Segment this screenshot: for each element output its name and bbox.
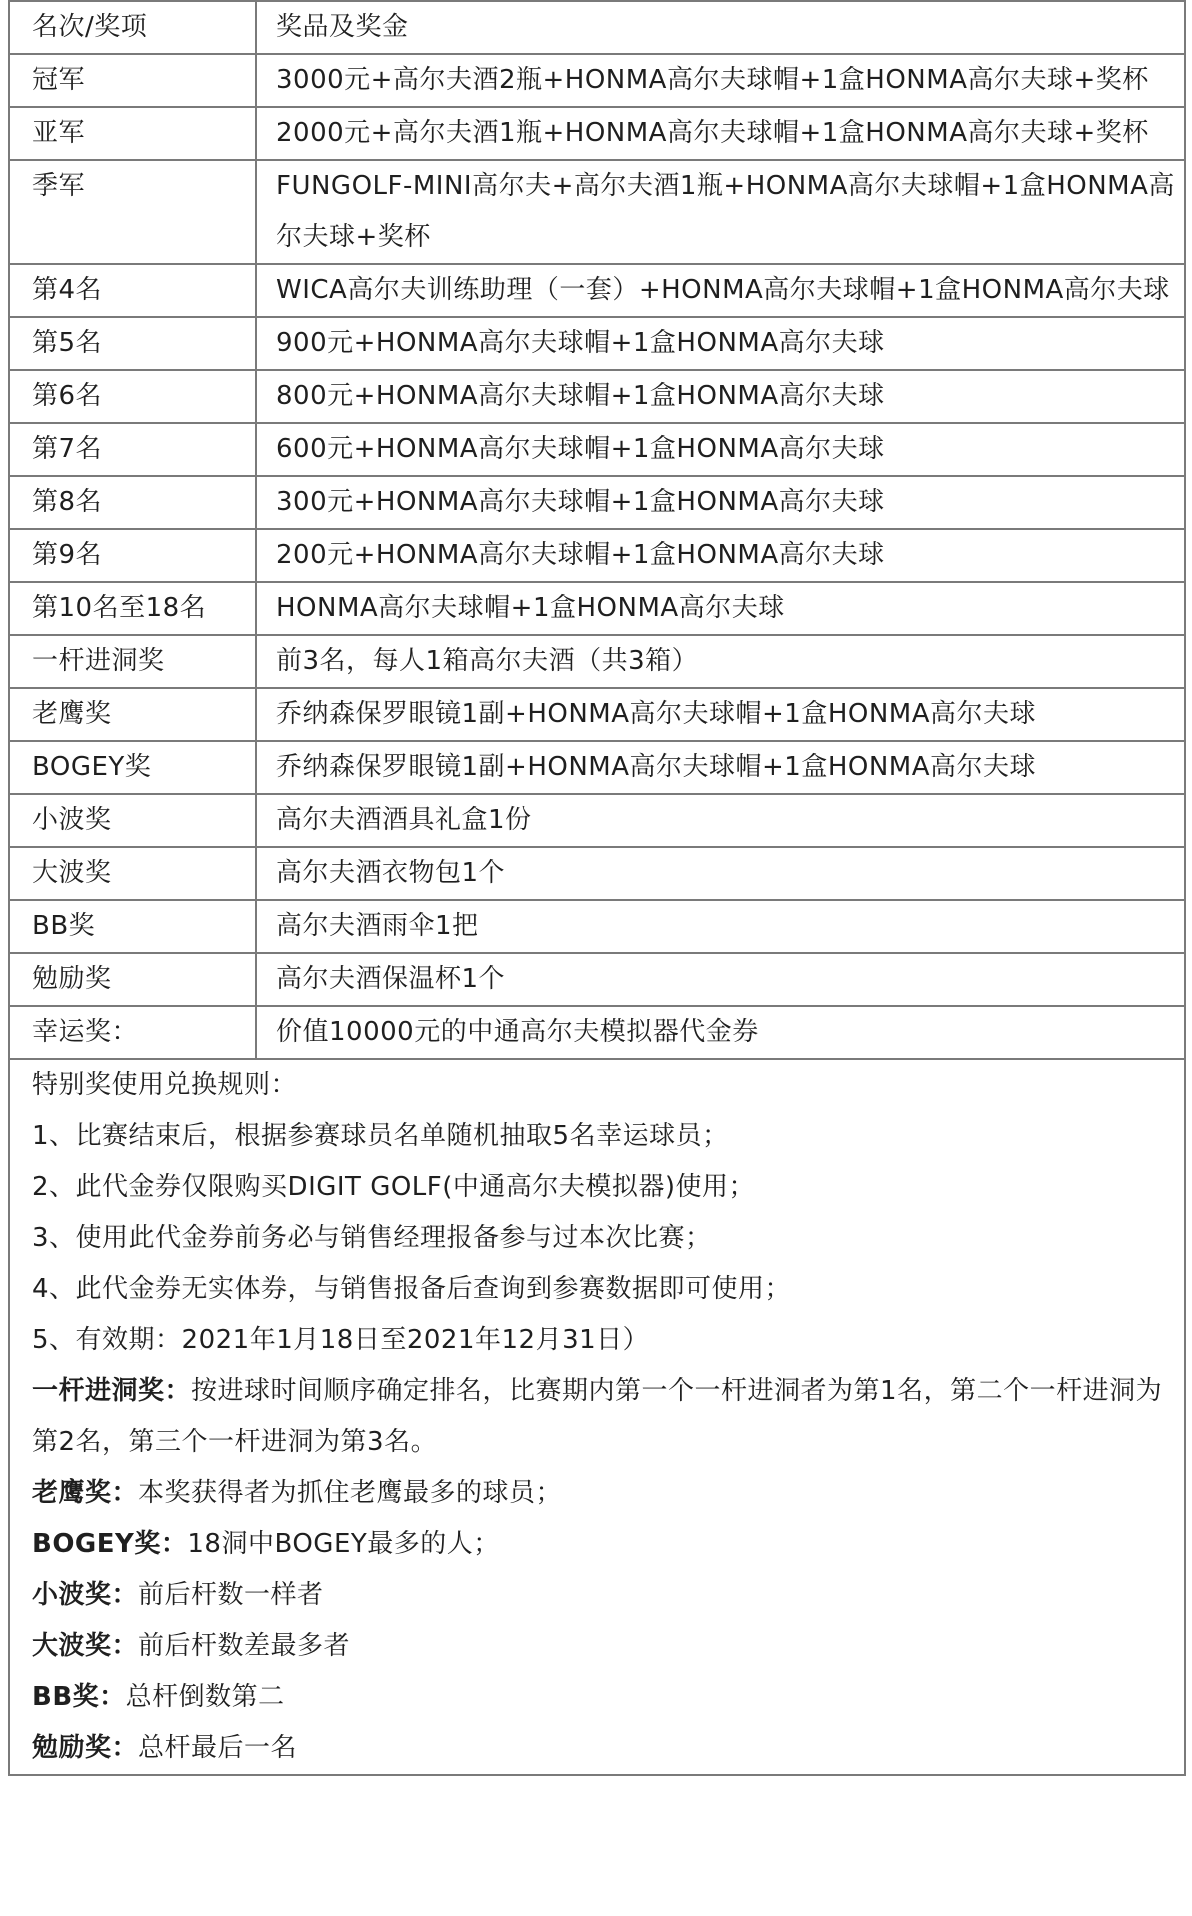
place-cell: 幸运奖： xyxy=(9,1006,256,1059)
definition-term: 大波奖 xyxy=(32,1631,112,1661)
place-cell: 第7名 xyxy=(9,423,256,476)
place-cell: 亚军 xyxy=(9,107,256,160)
table-row xyxy=(9,582,1185,635)
table-row xyxy=(9,370,1185,423)
place-cell: 第8名 xyxy=(9,476,256,529)
table-row xyxy=(9,54,1185,107)
definition-separator: ： xyxy=(160,1529,188,1559)
prize-cell: WICA高尔夫训练助理（一套）+HONMA高尔夫球帽+1盒HONMA高尔夫球 xyxy=(256,264,1185,317)
table-row xyxy=(9,794,1185,847)
table-row xyxy=(9,741,1185,794)
definition-item xyxy=(32,1621,1170,1672)
table-row xyxy=(9,688,1185,741)
definition-desc: 总杆最后一名 xyxy=(138,1733,298,1763)
definition-separator: ： xyxy=(99,1682,126,1712)
definition-separator: ： xyxy=(111,1478,139,1508)
rule-item: 4、此代金券无实体券，与销售报备后查询到参赛数据即可使用； xyxy=(32,1274,792,1304)
definition-term: 一杆进洞奖 xyxy=(32,1376,165,1406)
definition-separator: ： xyxy=(111,1631,139,1661)
definition-desc: 前后杆数差最多者 xyxy=(138,1631,351,1661)
prize-cell: 200元+HONMA高尔夫球帽+1盒HONMA高尔夫球 xyxy=(256,529,1185,582)
place-cell: 第6名 xyxy=(9,370,256,423)
prize-cell: 3000元+高尔夫酒2瓶+HONMA高尔夫球帽+1盒HONMA高尔夫球+奖杯 xyxy=(256,54,1185,107)
definition-desc: 总杆倒数第二 xyxy=(125,1682,285,1712)
definition-separator: ： xyxy=(111,1580,139,1610)
prize-cell: FUNGOLF-MINI高尔夫+高尔夫酒1瓶+HONMA高尔夫球帽+1盒HONMA高尔夫球+奖杯 xyxy=(256,160,1185,264)
place-cell: 老鹰奖 xyxy=(9,688,256,741)
definition-term: 小波奖 xyxy=(32,1580,112,1610)
table-row xyxy=(9,160,1185,264)
rules-list xyxy=(32,1111,1170,1366)
prize-cell: 高尔夫酒雨伞1把 xyxy=(256,900,1185,953)
table-row xyxy=(9,264,1185,317)
table-row xyxy=(9,107,1185,160)
rule-item: 1、比赛结束后，根据参赛球员名单随机抽取5名幸运球员； xyxy=(32,1121,729,1151)
definition-item xyxy=(32,1570,1170,1621)
table-row xyxy=(9,847,1185,900)
table-row xyxy=(9,476,1185,529)
award-definitions xyxy=(32,1366,1170,1774)
rules-cell xyxy=(9,1059,1185,1775)
prize-cell: 高尔夫酒保温杯1个 xyxy=(256,953,1185,1006)
definition-separator: ： xyxy=(164,1376,192,1406)
prize-cell: 600元+HONMA高尔夫球帽+1盒HONMA高尔夫球 xyxy=(256,423,1185,476)
definition-desc: 按进球时间顺序确定排名，比赛期内第一个一杆进洞者为第1名，第二个一杆进洞为第2名，第三个一杆进洞为第3名。 xyxy=(32,1376,1163,1457)
table-row xyxy=(9,529,1185,582)
rule-item: 5、有效期：2021年1月18日至2021年12月31日） xyxy=(32,1325,650,1355)
definition-item xyxy=(32,1723,1170,1774)
table-row xyxy=(9,423,1185,476)
definition-separator: ： xyxy=(111,1733,139,1763)
definition-term: 老鹰奖 xyxy=(32,1478,112,1508)
rule-item: 2、此代金券仅限购买DIGIT GOLF(中通高尔夫模拟器)使用； xyxy=(32,1172,756,1202)
definition-item xyxy=(32,1672,1170,1723)
table-header-row xyxy=(9,1,1185,54)
place-cell: 勉励奖 xyxy=(9,953,256,1006)
place-cell: 一杆进洞奖 xyxy=(9,635,256,688)
definition-desc: 18洞中BOGEY最多的人； xyxy=(187,1529,500,1559)
table-row xyxy=(9,900,1185,953)
prize-table xyxy=(8,0,1186,1776)
definition-item xyxy=(32,1366,1170,1468)
prize-cell: 高尔夫酒衣物包1个 xyxy=(256,847,1185,900)
prize-cell: 800元+HONMA高尔夫球帽+1盒HONMA高尔夫球 xyxy=(256,370,1185,423)
place-cell: 第4名 xyxy=(9,264,256,317)
place-cell: 冠军 xyxy=(9,54,256,107)
place-cell: 大波奖 xyxy=(9,847,256,900)
place-cell: 第5名 xyxy=(9,317,256,370)
place-cell: 季军 xyxy=(9,160,256,264)
definition-term: 勉励奖 xyxy=(32,1733,112,1763)
prize-cell: 价值10000元的中通高尔夫模拟器代金券 xyxy=(256,1006,1185,1059)
prize-cell: 2000元+高尔夫酒1瓶+HONMA高尔夫球帽+1盒HONMA高尔夫球+奖杯 xyxy=(256,107,1185,160)
definition-term: BOGEY奖 xyxy=(32,1529,161,1559)
rule-item: 3、使用此代金券前务必与销售经理报备参与过本次比赛； xyxy=(32,1223,712,1253)
place-cell: BB奖 xyxy=(9,900,256,953)
prize-cell: 900元+HONMA高尔夫球帽+1盒HONMA高尔夫球 xyxy=(256,317,1185,370)
place-cell: 第10名至18名 xyxy=(9,582,256,635)
table-row xyxy=(9,635,1185,688)
definition-desc: 本奖获得者为抓住老鹰最多的球员； xyxy=(138,1478,563,1508)
rules-title: 特别奖使用兑换规则： xyxy=(32,1070,298,1100)
prize-cell: HONMA高尔夫球帽+1盒HONMA高尔夫球 xyxy=(256,582,1185,635)
table-row xyxy=(9,317,1185,370)
prize-cell: 高尔夫酒酒具礼盒1份 xyxy=(256,794,1185,847)
definition-desc: 前后杆数一样者 xyxy=(138,1580,324,1610)
table-row xyxy=(9,1006,1185,1059)
definition-item xyxy=(32,1468,1170,1519)
prize-cell: 300元+HONMA高尔夫球帽+1盒HONMA高尔夫球 xyxy=(256,476,1185,529)
prize-cell: 乔纳森保罗眼镜1副+HONMA高尔夫球帽+1盒HONMA高尔夫球 xyxy=(256,688,1185,741)
header-place: 名次/奖项 xyxy=(9,1,256,54)
prize-cell: 前3名，每人1箱高尔夫酒（共3箱） xyxy=(256,635,1185,688)
definition-item xyxy=(32,1519,1170,1570)
place-cell: BOGEY奖 xyxy=(9,741,256,794)
header-prize: 奖品及奖金 xyxy=(256,1,1185,54)
definition-term: BB奖 xyxy=(32,1682,100,1712)
prize-cell: 乔纳森保罗眼镜1副+HONMA高尔夫球帽+1盒HONMA高尔夫球 xyxy=(256,741,1185,794)
table-row xyxy=(9,953,1185,1006)
place-cell: 第9名 xyxy=(9,529,256,582)
place-cell: 小波奖 xyxy=(9,794,256,847)
rules-row xyxy=(9,1059,1185,1775)
